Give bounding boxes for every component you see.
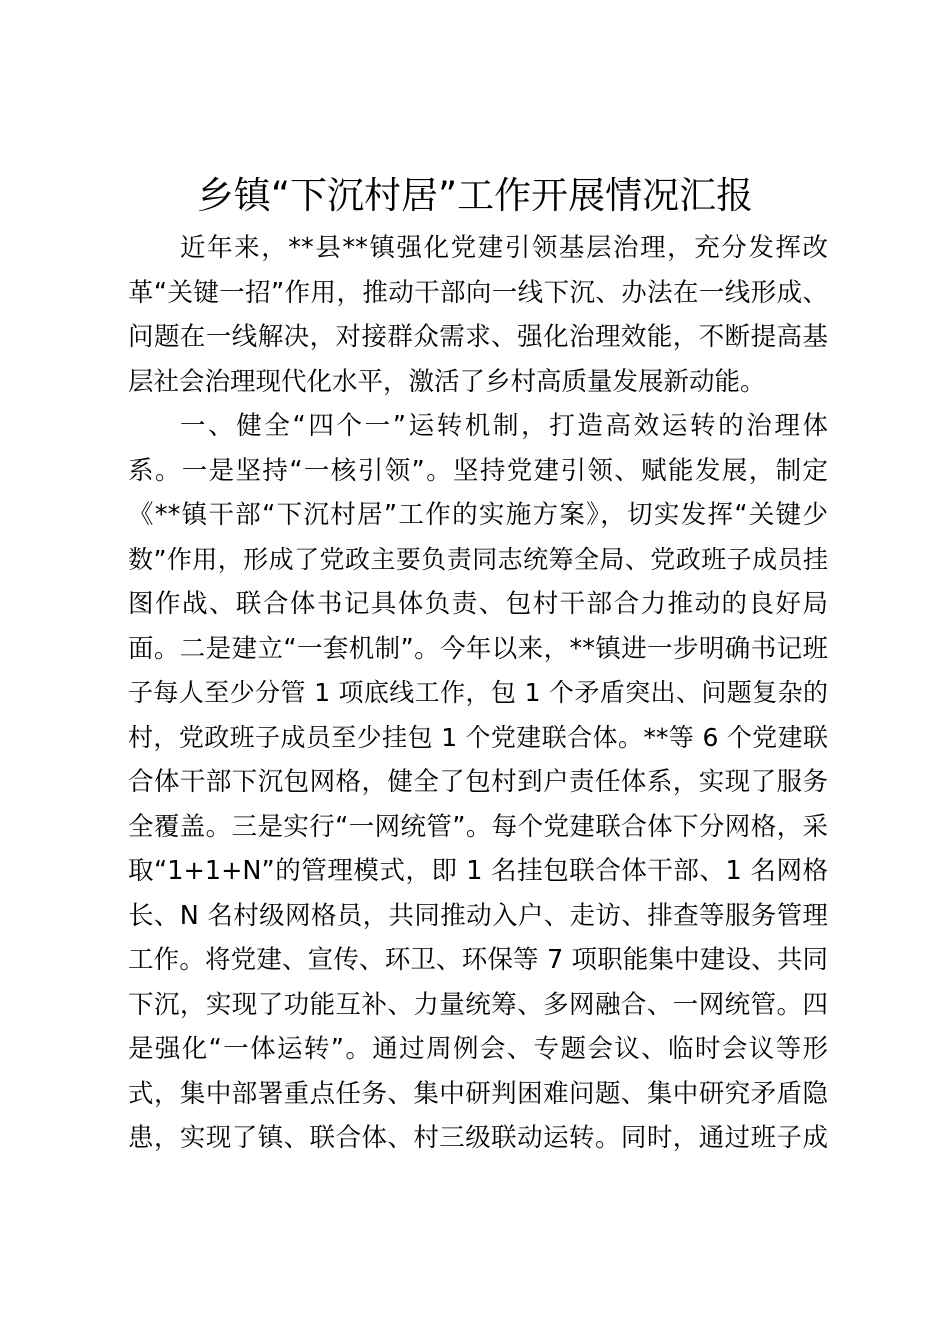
paragraph-line: 问题在一线解决，对接群众需求、强化治理效能，不断提高基 [128, 322, 828, 352]
paragraph-line: 图作战、联合体书记具体负责、包村干部合力推动的良好局 [128, 589, 828, 619]
paragraph-line: 数”作用，形成了党政主要负责同志统筹全局、党政班子成员挂 [128, 544, 828, 574]
paragraph-line: 《**镇干部“下沉村居”工作的实施方案》，切实发挥“关键少 [128, 500, 828, 530]
document-body [128, 226, 828, 1161]
paragraph-line: 全覆盖。三是实行“一网统管”。每个党建联合体下分网格，采 [128, 811, 828, 842]
paragraph-line: 合体干部下沉包网格，健全了包村到户责任体系，实现了服务 [128, 767, 828, 797]
paragraph-line: 是强化“一体运转”。通过周例会、专题会议、临时会议等形 [128, 1034, 828, 1064]
paragraph-line: 患，实现了镇、联合体、村三级联动运转。同时，通过班子成 [128, 1123, 828, 1153]
paragraph-line: 系。一是坚持“一核引领”。坚持党建引领、赋能发展，制定 [128, 455, 828, 486]
paragraph-line: 一、健全“四个一”运转机制，打造高效运转的治理体 [180, 411, 828, 441]
paragraph-line: 近年来，**县**镇强化党建引领基层治理，充分发挥改 [180, 233, 828, 263]
paragraph-line: 村，党政班子成员至少挂包 1 个党建联合体。**等 6 个党建联 [128, 722, 828, 752]
paragraph-line: 面。二是建立“一套机制”。今年以来，**镇进一步明确书记班 [128, 633, 828, 664]
paragraph-line: 下沉，实现了功能互补、力量统筹、多网融合、一网统管。四 [128, 989, 828, 1020]
document-title: 乡镇“下沉村居”工作开展情况汇报 [196, 174, 754, 217]
paragraph-line: 取“1+1+N”的管理模式，即 1 名挂包联合体干部、1 名网格 [128, 856, 828, 886]
paragraph-line: 工作。将党建、宣传、环卫、环保等 7 项职能集中建设、共同 [128, 945, 828, 975]
paragraph-line: 层社会治理现代化水平，激活了乡村高质量发展新动能。 [128, 366, 766, 397]
paragraph-line: 式，集中部署重点任务、集中研判困难问题、集中研究矛盾隐 [128, 1078, 828, 1109]
paragraph-line: 子每人至少分管 1 项底线工作，包 1 个矛盾突出、问题复杂的 [128, 678, 828, 707]
paragraph-line: 长、N 名村级网格员，共同推动入户、走访、排查等服务管理 [128, 900, 828, 931]
paragraph-line: 革“关键一招”作用，推动干部向一线下沉、办法在一线形成、 [128, 277, 828, 308]
